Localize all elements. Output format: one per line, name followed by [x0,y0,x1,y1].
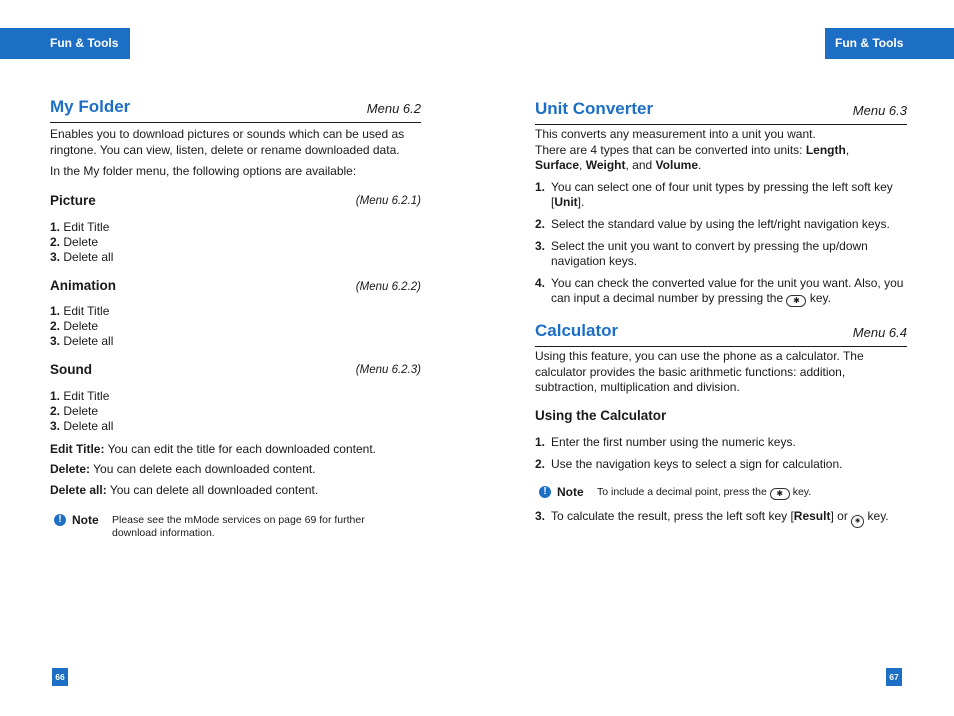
menu-number: Menu 6.4 [852,325,907,340]
note-block [539,486,899,502]
intro-paragraph-2: In the My folder menu, the following options are available: [50,164,357,178]
note-block [54,514,394,544]
submenu-number: (Menu 6.2.3) [355,364,421,376]
section-tab-label: Fun & Tools [50,36,119,50]
list-item: 2. Delete [50,403,99,418]
info-icon: ! [54,514,66,526]
list-item: 3. Delete all [50,333,114,348]
list-item: 1. Edit Title [50,220,110,234]
list-item: 1. Edit Title [50,389,110,403]
ok-key-icon: ◉ [851,515,864,528]
info-icon: ! [539,486,551,498]
submenu-number: (Menu 6.2.2) [355,281,421,293]
menu-number: Menu 6.3 [852,103,907,118]
intro-paragraph: This converts any measurement into a unit you want. There are 4 types that can be converted into units: Length, Surface, Weight, and Volume. [535,127,850,172]
list-item: 2. Delete [50,234,99,249]
list-item: 2. Select the standard value by using the left/right navigation keys. [535,217,890,231]
list-item: 2. Use the navigation keys to select a sign for calculation. [535,457,843,471]
options-list [50,304,113,348]
section-header-my-folder [50,96,421,123]
list-item: 3. Delete all [50,249,114,264]
star-key-icon: ✱ [770,488,790,500]
calculator-intro: Using this feature, you can use the phone as a calculator. The calculator provides the basic arithmetic functions: addition, subtraction, multiplication and division. [535,349,864,394]
page-number-right: 67 [886,668,902,686]
section-header-unit-converter [535,98,907,125]
list-item: 1. You can select one of four unit types by pressing the left soft key [Unit]. [535,180,893,210]
note-label: Note [557,485,584,499]
list-item: 1. Enter the first number using the numeric keys. [535,435,796,449]
definition-delete: Delete: You can delete each downloaded content. [50,462,316,476]
star-key-icon: ✱ [786,295,806,307]
section-tab-label: Fun & Tools [835,36,904,50]
list-item: 2. Delete [50,318,99,333]
options-list [50,389,113,433]
section-title: Calculator [535,321,619,340]
submenu-number: (Menu 6.2.1) [355,195,421,207]
subsection-title-using-calculator: Using the Calculator [535,408,667,423]
menu-number: Menu 6.2 [366,101,421,116]
section-tab-left [0,28,130,59]
list-item: 3. To calculate the result, press the left soft key [Result] or ◉ key. [535,509,907,528]
section-header-calculator [535,320,907,347]
list-item: 4. You can check the converted value for the unit you want. Also, you can input a decimal number by pressing the ✱ key. [535,276,904,306]
subsection-title-picture: Picture [50,193,96,208]
section-tab-right [825,28,954,59]
intro-paragraph: Enables you to download pictures or sounds which can be used as ringtone. You can view, listen, delete or rename downloaded data. [50,127,405,157]
note-label: Note [72,513,99,527]
section-title: Unit Converter [535,99,654,118]
list-item: 3. Delete all [50,418,114,433]
note-text: Please see the mMode services on page 69 for further download information. [112,514,365,539]
note-text: To include a decimal point, press the ✱ key. [597,486,812,498]
options-list [50,220,113,264]
list-item: 3. Select the unit you want to convert by pressing the up/down navigation keys. [535,239,868,269]
subsection-title-animation: Animation [50,278,116,293]
definition-delete-all: Delete all: You can delete all downloaded content. [50,483,319,497]
page-number-left: 66 [52,668,68,686]
definition-edit-title: Edit Title: You can edit the title for each downloaded content. [50,442,376,456]
section-title: My Folder [50,97,131,116]
subsection-title-sound: Sound [50,362,92,377]
list-item: 1. Edit Title [50,304,110,318]
